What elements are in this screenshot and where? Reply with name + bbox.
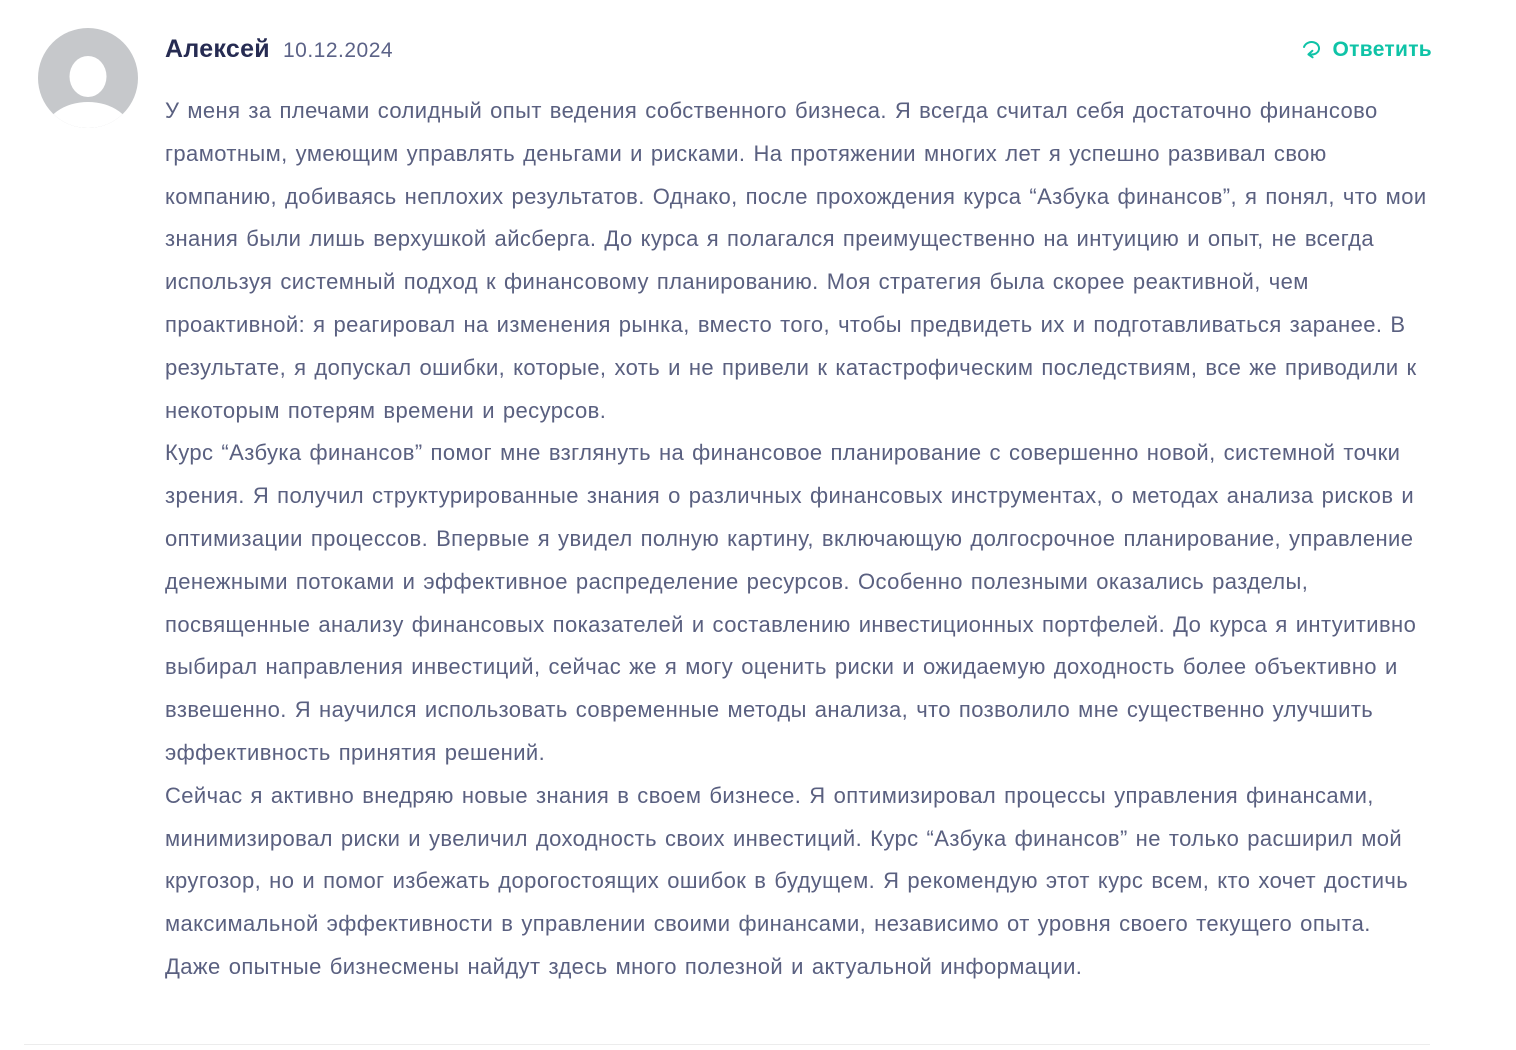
reply-label: Ответить <box>1332 37 1432 61</box>
bottom-divider <box>24 1044 1430 1045</box>
review-paragraph-2: Курс “Азбука финансов” помог мне взглянуть на финансовое планирование с совершенно новой, системной точки зрения. Я получил структурированные знания о различных финансовых инструментах, о методах анализа рисков и оптимизации процессов. Впервые я увидел полную картину, включающую долгосрочное планирование, управление денежными потоками и эффективное распределение ресурсов. Особенно полезными оказались разделы, посвященные анализу финансовых показателей и составлению инвестиционных портфелей. До курса я интуитивно выбирал направления инвестиций, сейчас же я могу оценить риски и ожидаемую доходность более объективно и взвешенно. Я научился использовать современные методы анализа, что позволило мне существенно улучшить эффективность принятия решений. <box>165 440 1417 765</box>
reply-button[interactable] <box>1300 38 1432 62</box>
review-paragraph-3: Сейчас я активно внедряю новые знания в своем бизнесе. Я оптимизировал процессы управления финансами, минимизировал риски и увеличил доходность своих инвестиций. Курс “Азбука финансов” не только расширил мой кругозор, но и помог избежать дорогостоящих ошибок в будущем. Я рекомендую этот курс всем, кто хочет достичь максимальной эффективности в управлении своими финансами, независимо от уровня своего текущего опыта. Даже опытные бизнесмены найдут здесь много полезной и актуальной информации. <box>165 782 1409 979</box>
avatar-head-shape <box>70 56 107 97</box>
comment-content <box>165 28 1432 989</box>
avatar-torso-shape <box>44 102 132 128</box>
reply-arrow-icon <box>1300 38 1324 62</box>
user-avatar-icon <box>38 28 138 128</box>
review-paragraph-1: У меня за плечами солидный опыт ведения собственного бизнеса. Я всегда считал себя достаточно финансово грамотным, умеющим управлять деньгами и рисками. На протяжении многих лет я успешно развивал свою компанию, добиваясь неплохих результатов. Однако, после прохождения курса “Азбука финансов”, я понял, что мои знания были лишь верхушкой айсберга. До курса я полагался преимущественно на интуицию и опыт, не всегда используя системный подход к финансовому планированию. Моя стратегия была скорее реактивной, чем проактивной: я реагировал на изменения рынка, вместо того, чтобы предвидеть их и подготавливаться заранее. В результате, я допускал ошибки, которые, хоть и не привели к катастрофическим последствиям, все же приводили к некоторым потерям времени и ресурсов. <box>165 98 1427 423</box>
author-name: Алексей <box>165 35 270 63</box>
comment-header <box>165 35 1432 64</box>
byline <box>165 35 393 64</box>
comment-date: 10.12.2024 <box>282 39 394 62</box>
review-text <box>165 90 1432 989</box>
